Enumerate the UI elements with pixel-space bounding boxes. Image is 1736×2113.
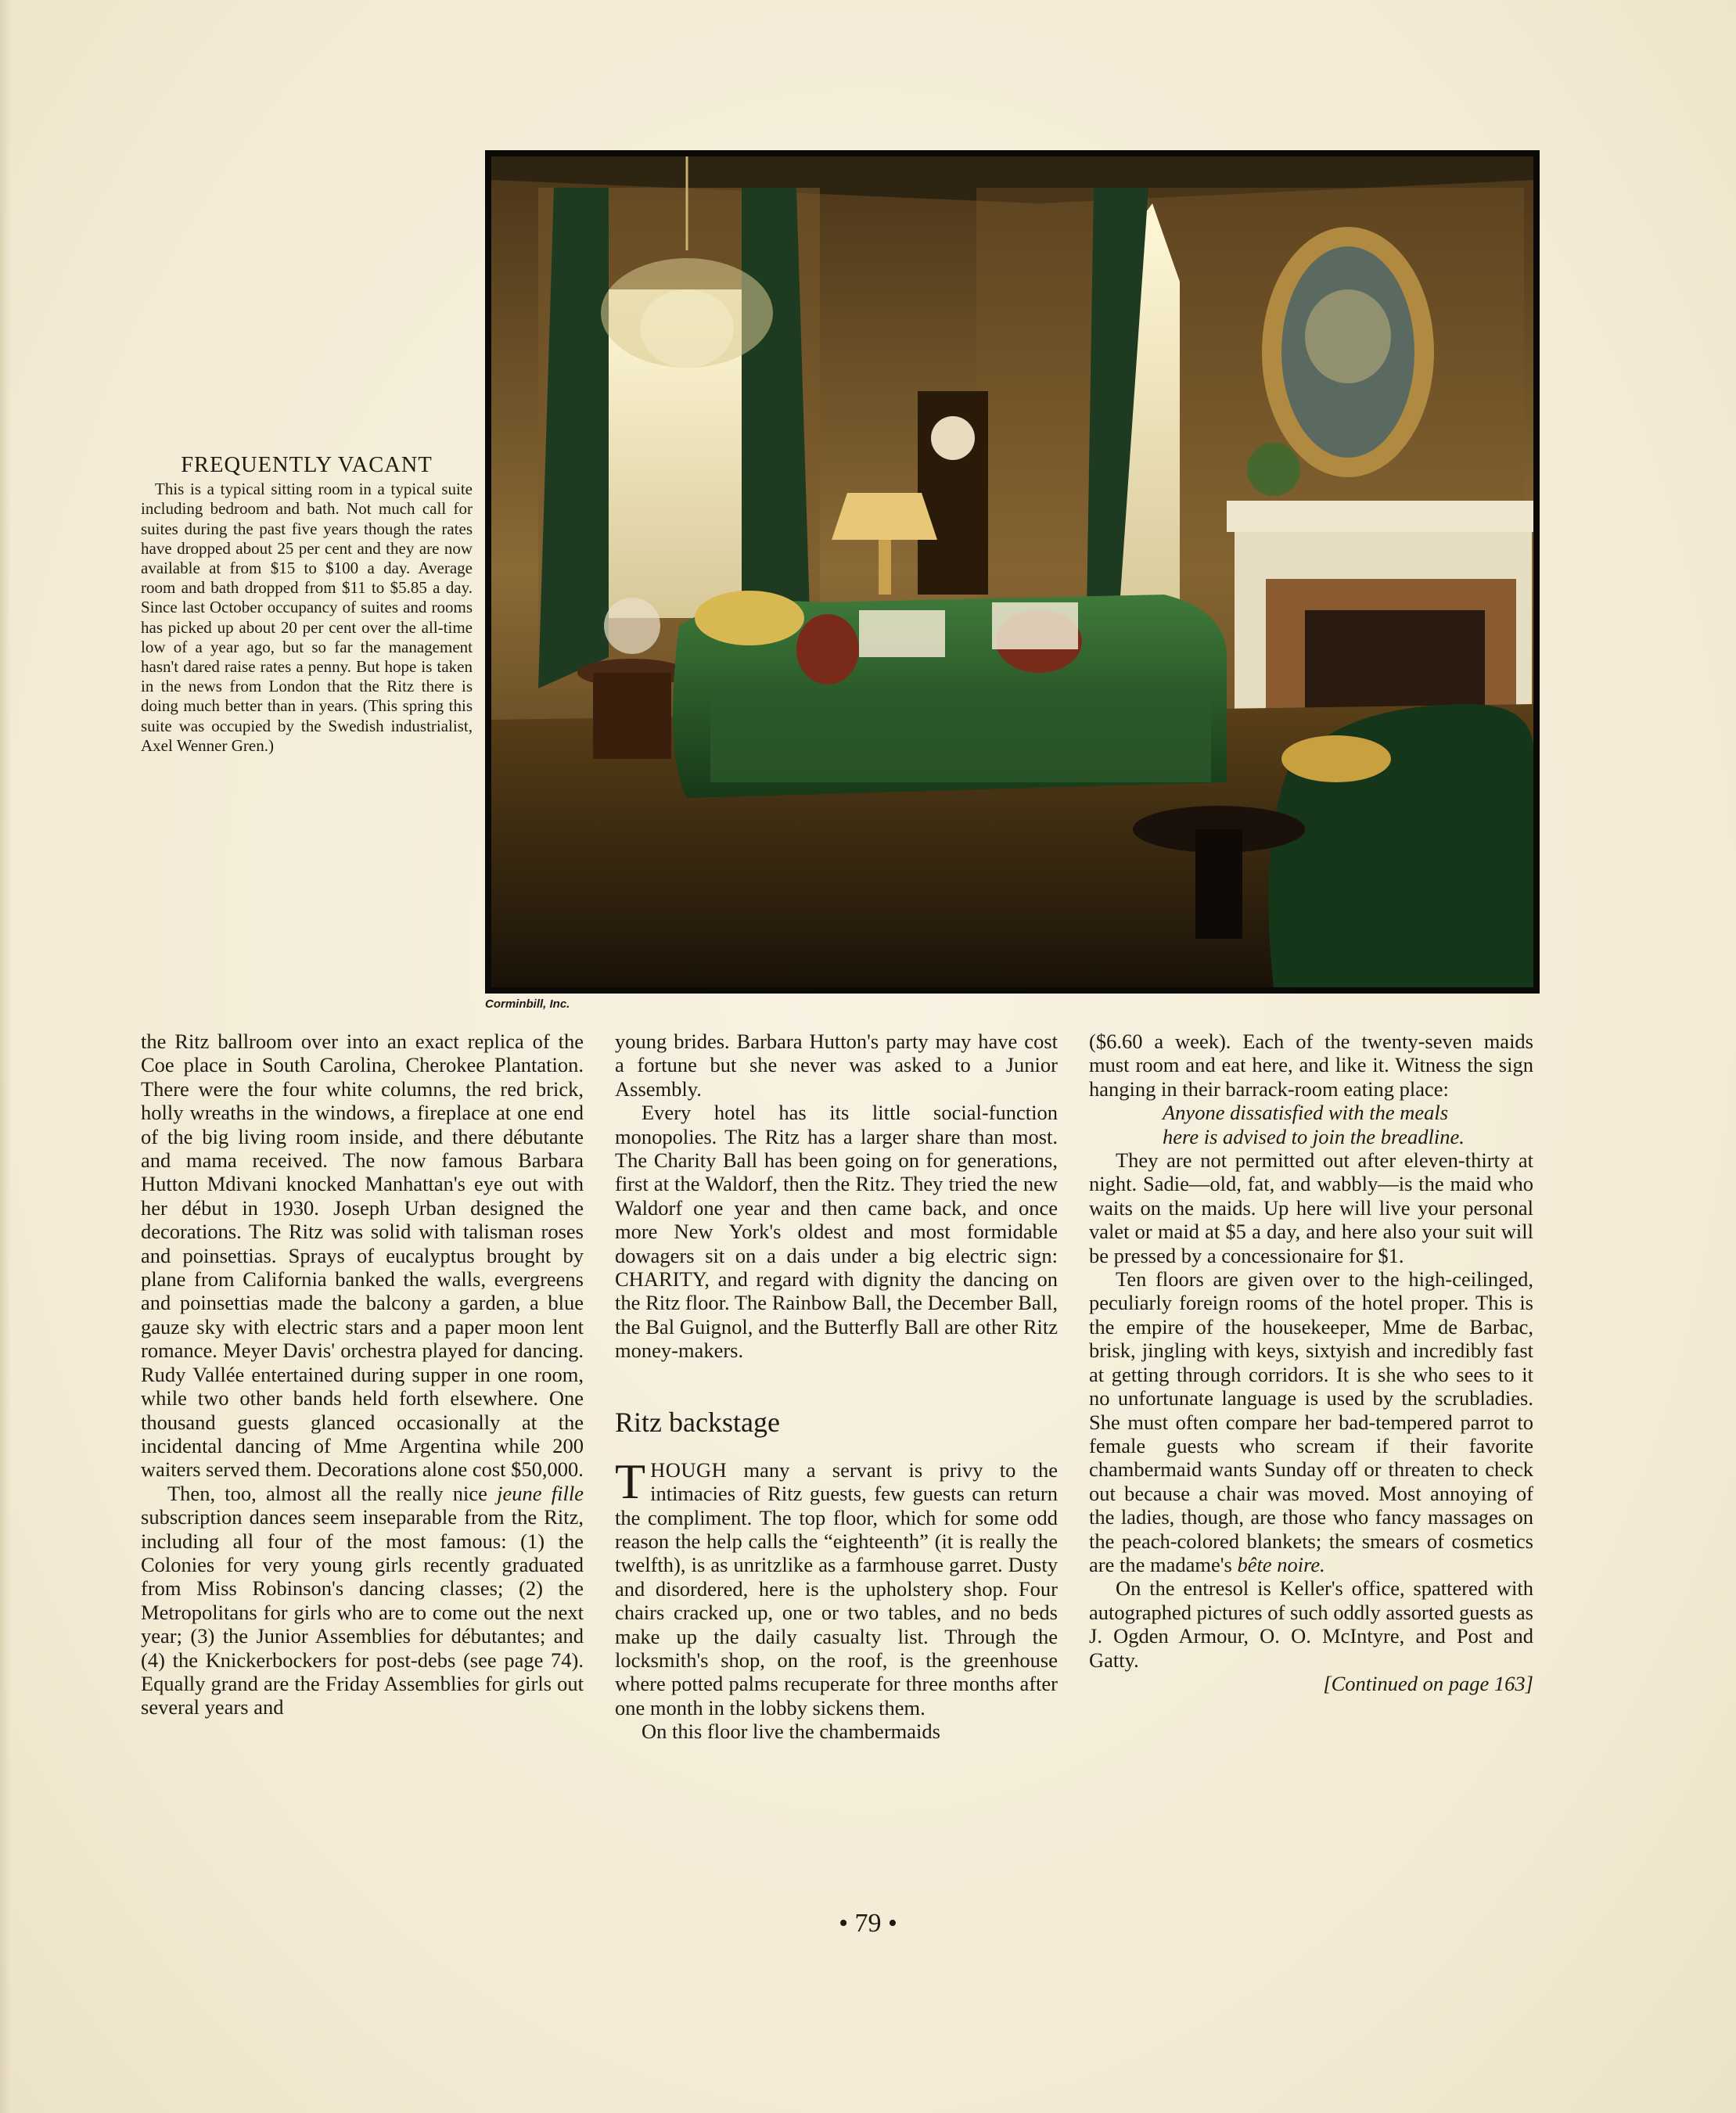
col1-paragraph-2 [141,1482,584,1720]
col2-paragraph-4: On this floor live the chambermaids [642,1720,940,1744]
col1-p2-italic: jeune fille [497,1481,584,1505]
article-column-2 [615,1030,1058,1744]
caption-title: FREQUENTLY VACANT [181,453,433,477]
col1-p2-start: Then, too, almost all the really nice [167,1481,498,1505]
continued-note: [Continued on page 163] [1323,1671,1533,1695]
col2-paragraph-3 [615,1453,1058,1720]
col1-p2-end: subscription dances seem inseparable from the Ritz, including all four of the most famous: (1) the Colonies for very young girls recently graduated from Miss Robinson's dancing classes; (2) the Metropolitans for girls who are to come out the next year; (3) the Junior Assemblies for débutantes; and (4) the Knickerbockers for post-debs (see page 74). Equally grand are the Friday Assemblies for girls out several years and [141,1505,584,1720]
binding-edge [0,0,11,2113]
col3-paragraph-2: They are not permitted out after eleven-thirty at night. Sadie—old, fat, and wabbly—is the maid who waits on the maids. Up here will live your personal valet or maid at $5 a day, and here also your suit will be pressed by a concessionaire for $1. [1089,1148,1533,1267]
sign-quote: Anyone dissatisfied with the meals here is advised to join the breadline. [1163,1101,1465,1148]
drop-cap: T [615,1453,646,1509]
col1-paragraph-1: the Ritz ballroom over into an exact replica of the Coe place in South Carolina, Cherokee Plantation. There were the four white columns, the red brick, holly wreaths in the windows, a fireplace at one end of the big living room inside, and there débutante and mama received. The now famous Barbara Hutton Mdivani knocked Manhattan's eye out with her début in 1930. Joseph Urban designed the decorations. The Ritz was solid with talisman roses and poinsettias. Sprays of eucalyptus brought by plane from California banked the walls, evergreens and poinsettias made the balcony a garden, a blue gauze sky with electric stars and a paper moon lent romance. Meyer Davis' orchestra played for dancing. Rudy Vallée entertained during supper in one room, while two other bands held forth elsewhere. One thousand guests glanced occasionally at the incidental dancing of Mme Argentina while 200 waiters served them. Decorations alone cost $50,000. [141,1030,584,1482]
col2-paragraph-1: young brides. Barbara Hutton's party may have cost a fortune but she never was asked to a Junior Assembly. [615,1030,1058,1101]
col3-paragraph-1: ($6.60 a week). Each of the twenty-seven maids must room and eat here, and like it. Witness the sign hanging in their barrack-room eating place: [1089,1030,1533,1101]
lead-caps: HOUGH [650,1457,728,1482]
article-column-1 [141,1030,584,1720]
col2-paragraph-2: Every hotel has its little social-function monopolies. The Ritz has a larger share than most. The Charity Ball has been going on for generations, first at the Waldorf, then the Ritz. They tried the new Waldorf one year and then came back, and once more New York's oldest and most formidable dowagers sit on a dais under a big electric sign: CHARITY, and regard with dignity the dancing on the Ritz floor. The Rainbow Ball, the December Ball, the Bal Guignol, and the Butterfly Ball are other Ritz money-makers. [615,1101,1058,1363]
section-heading: Ritz backstage [615,1406,780,1438]
col2-p3-text: many a servant is privy to the intimacies of Ritz guests, few guests can return the compliment. The top floor, which for some odd reason the help calls the “eighteenth” (it is really the twelfth), is as unritzlike as a farmhouse garret. Dusty and disordered, here is the upholstery shop. Four chairs cracked up, one or two tables, and no beds make up the daily casualty list. Through the locksmith's shop, on the roof, is the greenhouse where potted palms recuperate for three months after one month in the lobby sickens them. [615,1457,1058,1720]
col3-paragraph-4: On the entresol is Keller's office, spattered with autographed pictures of such oddly assorted guests as J. Ogden Armour, O. O. McIntyre, and Post and Gatty. [1089,1576,1533,1672]
page-number: • 79 • [839,1909,897,1938]
sitting-room-photo [485,150,1540,994]
col3-p3-italic: bête noire. [1237,1552,1325,1576]
caption-body: This is a typical sitting room in a typical suite including bedroom and bath. Not much call for suites during the past five years though the rates have dropped about 25 per cent and they are now available at from $15 to $100 a day. Average room and bath dropped from $11 to $5.85 a day. Since last October occupancy of suites and rooms has picked up about 20 per cent over the all-time low of a year ago, but so far the management hasn't dared raise rates a penny. But hope is taken in the news from London that the Ritz there is doing much better than in years. (This spring this suite was occupied by the Swedish industrialist, Axel Wenner Gren.) [141,480,473,755]
col3-paragraph-3 [1089,1267,1533,1576]
col3-p3-text: Ten floors are given over to the high-ceilinged, peculiarly foreign rooms of the hotel proper. This is the empire of the housekeeper, Mme de Barbac, brisk, jingling with keys, sixtyish and incredibly fast at getting through corridors. It is she who sees to it no unfortunate language is used by the scrubladies. She must often compare her bad-tempered parrot to female guests who scream if their favorite chambermaid wants Sunday off or threaten to check out because a chair was moved. Most annoying of the ladies, though, are those who fancy massages on the peach-colored blankets; the smears of cosmetics are the madame's [1089,1267,1533,1576]
photo-credit: Corminbill, Inc. [485,997,570,1011]
photo-caption [141,455,473,756]
article-column-3 [1089,1030,1533,1695]
sitting-room-illustration [491,156,1533,987]
